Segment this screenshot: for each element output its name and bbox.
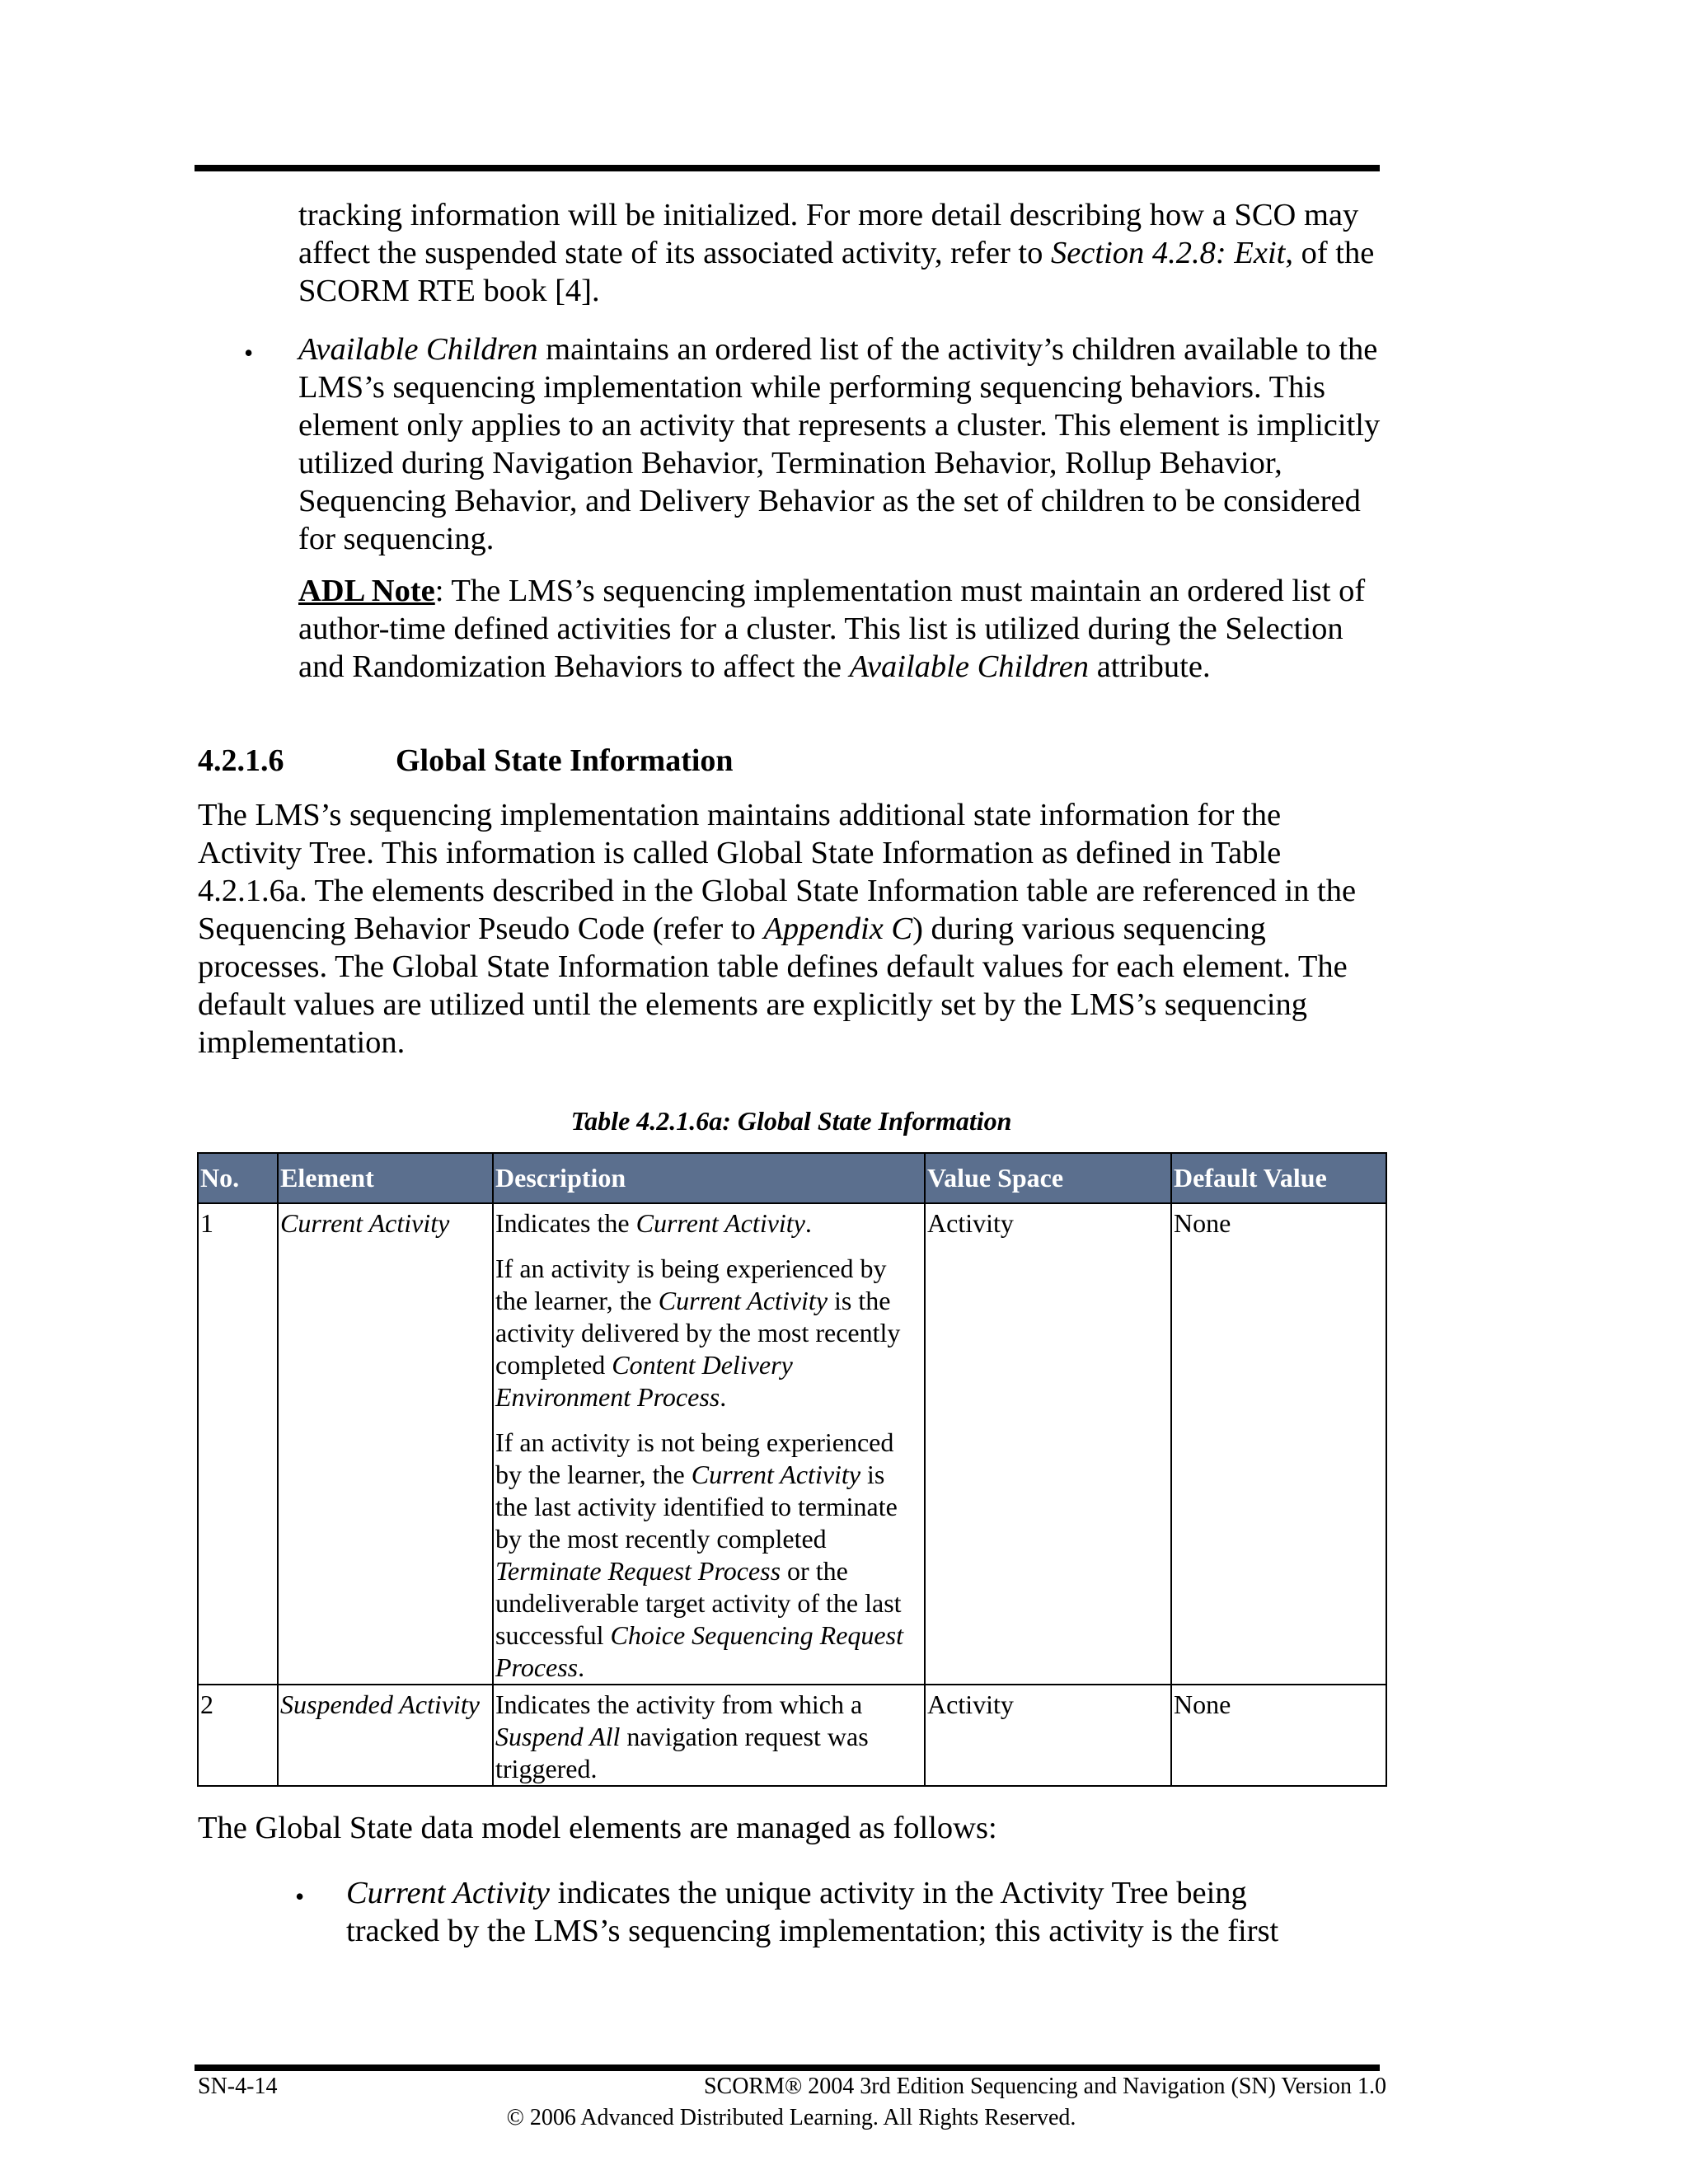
cell-value-space: Activity [925, 1685, 1171, 1786]
cell-element: Current Activity [278, 1203, 493, 1685]
intro-paragraph: tracking information will be initialized. For more detail describing how a SCO may affect the suspended state of its associated activity, refer to Section 4.2.8: Exit, of the SCORM RTE book [4]. [298, 198, 1375, 308]
cell-default-value: None [1171, 1203, 1386, 1685]
cell-no: 1 [198, 1203, 278, 1685]
header-element: Element [278, 1153, 493, 1203]
page-number: SN-4-14 [198, 2074, 278, 2099]
cell-default-value: None [1171, 1685, 1386, 1786]
adl-note-label: ADL Note [298, 574, 435, 608]
table-row [198, 1203, 1386, 1685]
cell-value-space: Activity [925, 1203, 1171, 1685]
top-rule [195, 165, 1380, 171]
header-default-value: Default Value [1171, 1153, 1386, 1203]
table-row [198, 1685, 1386, 1786]
cell-description: Indicates the activity from which a Suspend All navigation request was triggered. [493, 1685, 925, 1786]
bullet-icon: • [295, 1882, 305, 1911]
bottom-rule [195, 2064, 1380, 2071]
cell-description: Indicates the Current Activity. If an activity is being experienced by the learner, the Current Activity is the activity delivered by the most recently completed Content Delivery Environment Process. If an activity is not being experienced by the learner, the Current Activity is the last activity identified to terminate by the most recently completed Terminate Request Process or the undeliverable target activity of the last successful Choice Sequencing Request Process. [493, 1203, 925, 1685]
header-no: No. [198, 1153, 278, 1203]
section-reference: Section 4.2.8: Exit [1050, 236, 1286, 270]
header-description: Description [493, 1153, 925, 1203]
managed-lead: The Global State data model elements are managed as follows: [198, 1811, 997, 1845]
current-activity-bullet: Current Activity indicates the unique activity in the Activity Tree being tracked by the LMS’s sequencing implementation; this activity is the first [346, 1876, 1279, 1948]
section-heading [198, 742, 734, 780]
global-state-table [197, 1152, 1387, 1787]
bullet-icon: • [244, 338, 254, 368]
table-caption: Table 4.2.1.6a: Global State Information [570, 1106, 1012, 1136]
cell-element: Suspended Activity [278, 1685, 493, 1786]
adl-note: ADL Note: The LMS’s sequencing implementation must maintain an ordered list of author-time defined activities for a cluster. This list is utilized during the Selection and Randomization Behaviors to affect the Available Children attribute. [298, 574, 1366, 684]
section-number: 4.2.1.6 [198, 743, 284, 778]
cell-no: 2 [198, 1685, 278, 1786]
table-header-row [198, 1153, 1386, 1203]
section-paragraph: The LMS’s sequencing implementation maintains additional state information for the Activity Tree. This information is called Global State Information as defined in Table 4.2.1.6a. The elements described in the Global State Information table are referenced in the Sequencing Behavior Pseudo Code (refer to Appendix C) during various sequencing processes. The Global State Information table defines default values for each element. The default values are utilized until the elements are explicitly set by the LMS’s sequencing implementation. [198, 798, 1357, 1060]
section-title: Global State Information [396, 743, 734, 778]
copyright: © 2006 Advanced Distributed Learning. All Rights Reserved. [506, 2105, 1076, 2130]
document-title: SCORM® 2004 3rd Edition Sequencing and Navigation (SN) Version 1.0 [703, 2074, 1386, 2099]
available-children-bullet: Available Children maintains an ordered list of the activity’s children available to the LMS’s sequencing implementation while performing sequencing behaviors. This element only applies to an activity that represents a cluster. This element is implicitly utilized during Navigation Behavior, Termination Behavior, Rollup Behavior, Sequencing Behavior, and Delivery Behavior as the set of children to be considered for sequencing. [298, 332, 1381, 556]
header-value-space: Value Space [925, 1153, 1171, 1203]
